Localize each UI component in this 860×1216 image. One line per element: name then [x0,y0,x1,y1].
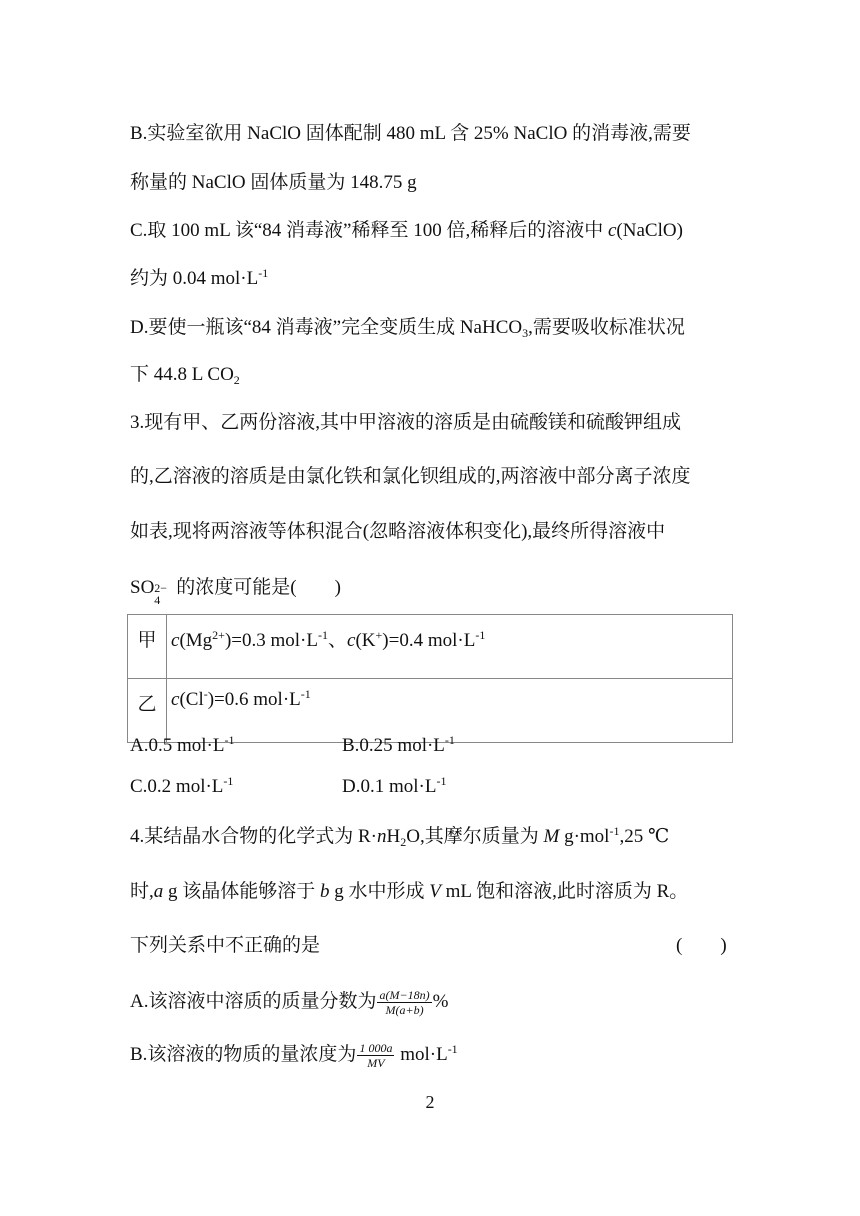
q3-stem-line4: SO 2− 4 的浓度可能是( ) [130,577,341,607]
row-value-yi: c(Cl-)=0.6 $mol\cdot L^{-1}$ [167,679,733,743]
row-label-jia: 甲 [128,615,167,679]
table-row [128,679,733,743]
q2-option-b-line1: B.实验室欲用 NaClO 固体配制 480 mL 含 25% NaClO 的消毒液,需要 [130,123,691,144]
concentration-table [127,614,733,743]
q3-option-b: B.0.25 $mol\cdot L^{-1}$ [342,733,455,756]
q4-answer-paren: ( ) [676,935,727,956]
q4-stem-line1: 4.某结晶水合物的化学式为 $R\cdot nH_2O$,其摩尔质量为 M g·mol$^{-1}$,25 ℃ [130,824,670,849]
q2-option-c-line1: C.取 100 mL 该“84 消毒液”稀释至 100 倍,稀释后的溶液中 c(NaClO) [130,220,683,241]
row-label-yi: 乙 [128,679,167,743]
page-number: 2 [425,1092,435,1112]
q2-option-d-line2: 下 44.8 L $CO_2$ [130,364,240,387]
q3-option-c: C.0.2 $mol\cdot L^{-1}$ [130,774,234,797]
q3-option-a: A.0.5 $mol\cdot L^{-1}$ [130,733,235,756]
table-row [128,615,733,679]
q3-stem-line1: 3.现有甲、乙两份溶液,其中甲溶液的溶质是由硫酸镁和硫酸钾组成 [130,412,682,433]
q2-option-b-line2: 称量的 NaClO 固体质量为 148.75 g [130,172,417,193]
q4-stem-line2: 时,a g 该晶体能够溶于 b g 水中形成 V mL 饱和溶液,此时溶质为 R。 [130,881,689,902]
q4-stem-line3: 下列关系中不正确的是 [130,935,321,956]
fraction-mass: $\frac{a(M-18n)}{M(a+b)}$ [379,988,430,1017]
q2-option-c-line2: 约为 0.04 $mol\cdot L^{-1}$ [130,266,269,289]
sulfate-charge: 2− 4 [154,581,168,607]
row-value-jia: $c(Mg^{2+})=0.3$ $mol\cdot L^{-1}$、c(K+)=0.4 $mol\cdot L^{-1}$ [167,615,733,679]
q2-option-d-line1: D.要使一瓶该“84 消毒液”完全变质生成 NaHCO$_3$,需要吸收标准状况 [130,317,685,340]
q3-stem-line3: 如表,现将两溶液等体积混合(忽略溶液体积变化),最终所得溶液中 [130,521,666,542]
fraction-concentration: $\frac{1 000a}{MV}$ [359,1041,393,1070]
q4-option-b: B.该溶液的物质的量浓度为 $\frac{1 000a}{MV}$ $mol\cdot L^{-1}$ [130,1041,458,1070]
q3-stem-line2: 的,乙溶液的溶质是由氯化铁和氯化钡组成的,两溶液中部分离子浓度 [130,466,691,487]
q4-option-a: A.该溶液中溶质的质量分数为 $\frac{a(M-18n)}{M(a+b)}$ % [130,988,449,1017]
q3-option-d: D.0.1 $mol\cdot L^{-1}$ [342,774,447,797]
